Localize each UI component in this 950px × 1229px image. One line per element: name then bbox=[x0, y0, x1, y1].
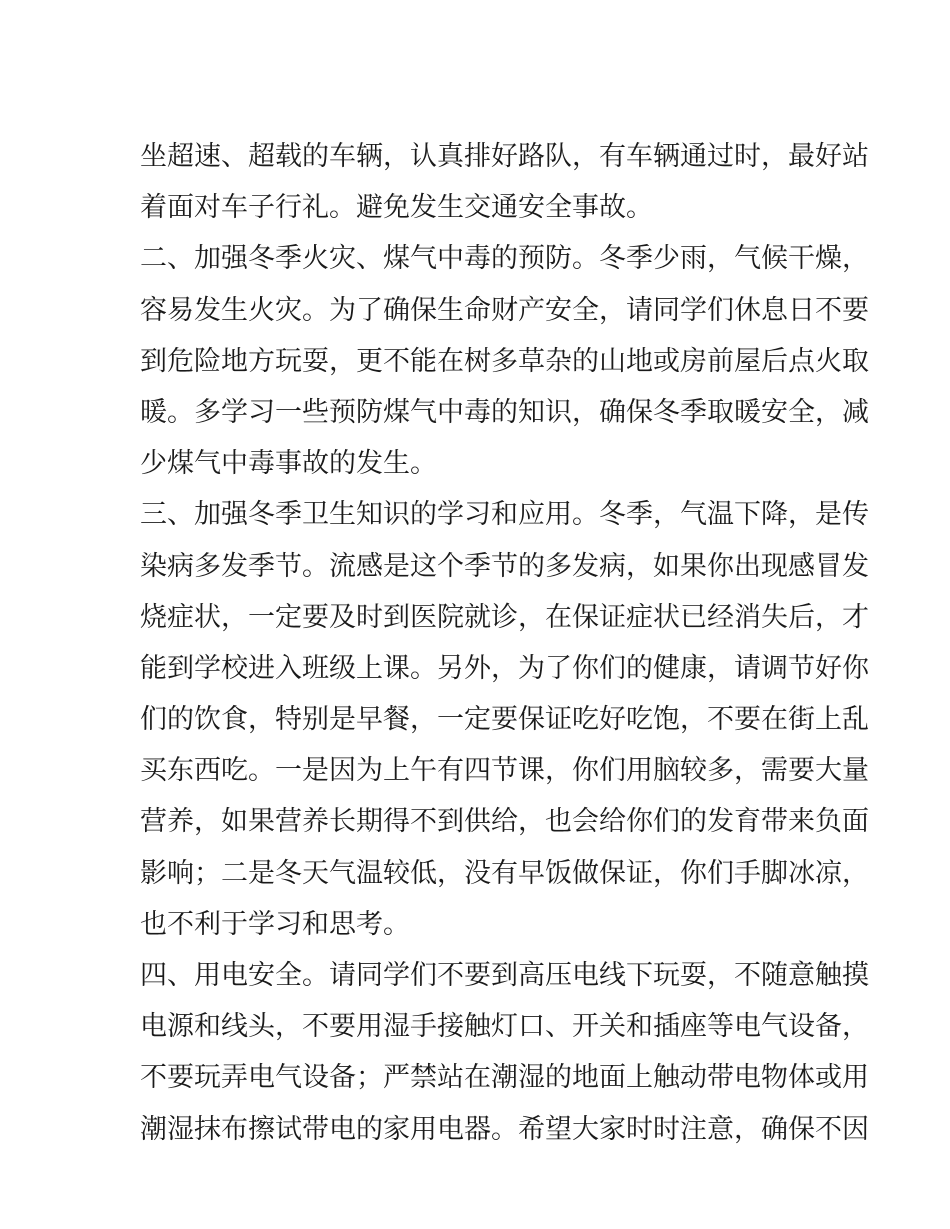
text-line: 烧症状，一定要及时到医院就诊，在保证症状已经消失后，才 bbox=[140, 601, 869, 633]
text-line: 坐超速、超载的车辆，认真排好路队，有车辆通过时，最好站 bbox=[140, 141, 869, 172]
text-line: 买东西吃。一是因为上午有四节课，你们用脑较多，需要大量 bbox=[140, 755, 869, 787]
text-line: 潮湿抹布擦试带电的家用电器。希望大家时时注意，确保不因 bbox=[140, 1113, 869, 1145]
body-text bbox=[140, 131, 869, 1155]
text-line: 电源和线头，不要用湿手接触灯口、开关和插座等电气设备， bbox=[140, 1011, 869, 1043]
text-line: 影响；二是冬天气温较低，没有早饭做保证，你们手脚冰凉， bbox=[140, 857, 869, 889]
text-line: 不要玩弄电气设备；严禁站在潮湿的地面上触动带电物体或用 bbox=[140, 1062, 869, 1094]
text-line: 们的饮食，特别是早餐，一定要保证吃好吃饱，不要在街上乱 bbox=[140, 704, 869, 736]
text-line: 四、用电安全。请同学们不要到高压电线下玩耍，不随意触摸 bbox=[140, 960, 869, 991]
text-line: 染病多发季节。流感是这个季节的多发病，如果你出现感冒发 bbox=[140, 550, 869, 582]
text-line: 二、加强冬季火灾、煤气中毒的预防。冬季少雨，气候干燥， bbox=[140, 243, 869, 275]
text-line: 三、加强冬季卫生知识的学习和应用。冬季，气温下降，是传 bbox=[140, 499, 869, 531]
text-line: 也不利于学习和思考。 bbox=[140, 908, 410, 940]
text-line: 到危险地方玩耍，更不能在树多草杂的山地或房前屋后点火取 bbox=[140, 345, 869, 377]
text-line: 能到学校进入班级上课。另外，为了你们的健康，请调节好你 bbox=[140, 652, 869, 684]
text-line: 营养，如果营养长期得不到供给，也会给你们的发育带来负面 bbox=[140, 806, 869, 838]
text-line: 容易发生火灾。为了确保生命财产安全，请同学们休息日不要 bbox=[140, 294, 869, 326]
text-line: 着面对车子行礼。避免发生交通安全事故。 bbox=[140, 192, 653, 224]
text-line: 少煤气中毒事故的发生。 bbox=[140, 448, 437, 480]
text-line: 暖。多学习一些预防煤气中毒的知识，确保冬季取暖安全，减 bbox=[140, 396, 869, 428]
